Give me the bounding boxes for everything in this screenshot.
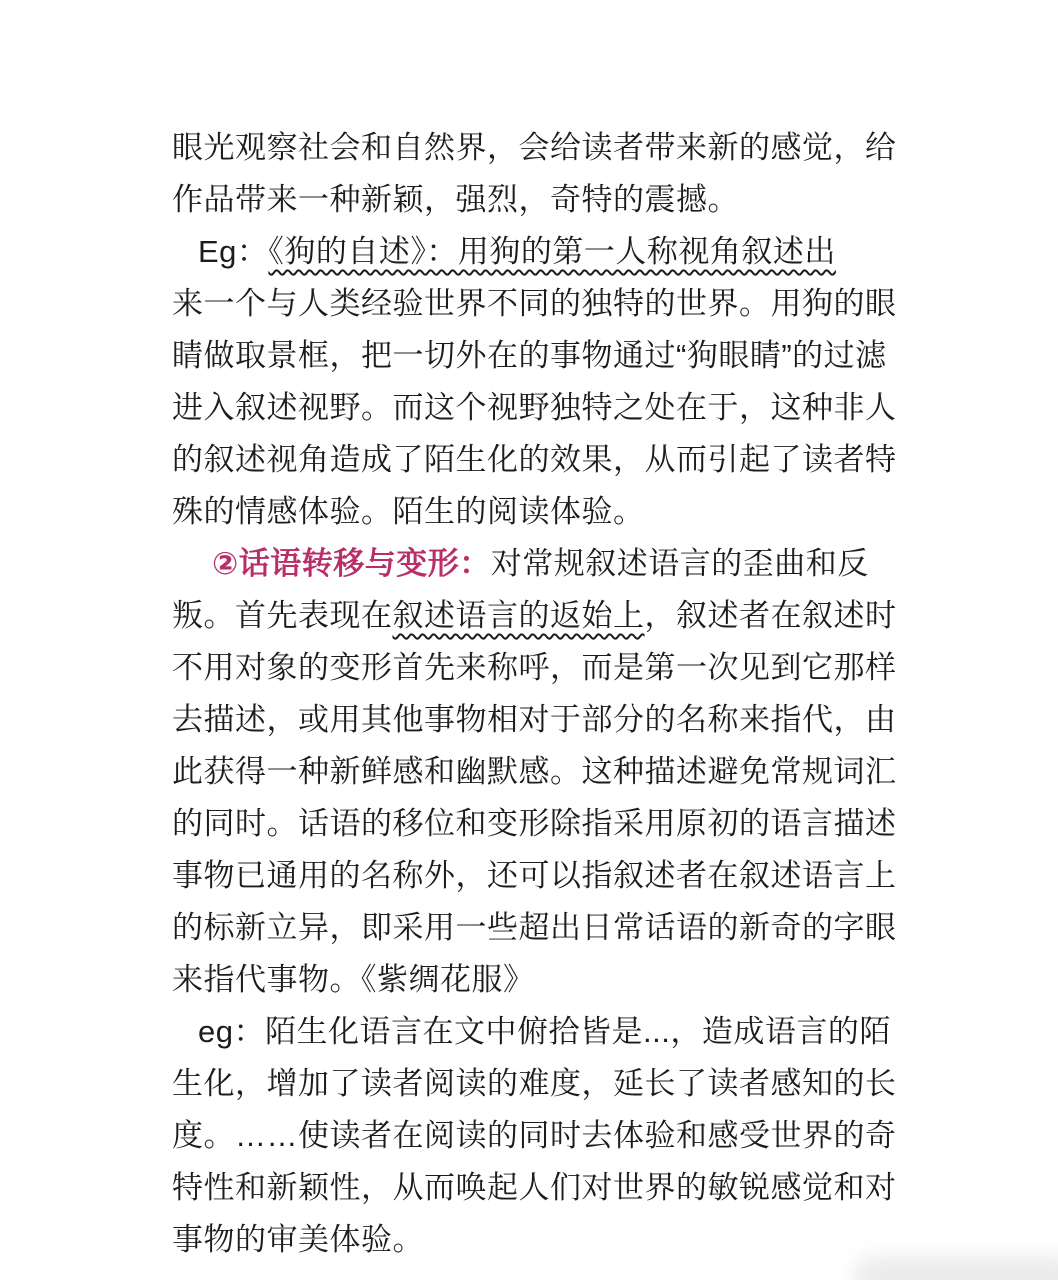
body-text: 事物已通用的名称外，还可以指叙述者在叙述语言上 xyxy=(172,858,897,893)
text-line xyxy=(172,1006,918,1058)
body-text: 眼光观察社会和自然界，会给读者带来新的感觉，给 xyxy=(172,130,897,165)
body-text: 叛。首先表现在 xyxy=(172,598,393,633)
body-text: 此获得一种新鲜感和幽默感。这种描述避免常规词汇 xyxy=(172,754,897,789)
body-text: eg：陌生化语言在文中俯拾皆是...，造成语言的陌 xyxy=(198,1014,891,1049)
text-line xyxy=(172,642,918,694)
text-line xyxy=(172,538,918,590)
text-line xyxy=(172,694,918,746)
text-line xyxy=(172,382,918,434)
body-text: 不用对象的变形首先来称呼，而是第一次见到它那样 xyxy=(172,650,897,685)
watermark-smudge xyxy=(853,1256,1058,1280)
body-text: 去描述，或用其他事物相对于部分的名称来指代，由 xyxy=(172,702,897,737)
text-line xyxy=(172,1058,918,1110)
document-text xyxy=(172,122,918,1266)
text-line xyxy=(172,954,918,1006)
wavy-underlined-text: 叙述语言的返始上 xyxy=(392,598,645,633)
body-text: Eg： xyxy=(198,234,269,269)
body-text: 对常规叙述语言的歪曲和反 xyxy=(490,546,869,581)
text-line xyxy=(172,122,918,174)
text-line xyxy=(172,434,918,486)
body-text: 的叙述视角造成了陌生化的效果，从而引起了读者特 xyxy=(172,442,897,477)
text-line xyxy=(172,226,918,278)
body-text: 作品带来一种新颖，强烈，奇特的震撼。 xyxy=(172,182,739,217)
body-text: 进入叙述视野。而这个视野独特之处在于，这种非人 xyxy=(172,390,897,425)
text-line xyxy=(172,278,918,330)
text-line xyxy=(172,1162,918,1214)
text-line xyxy=(172,590,918,642)
text-line xyxy=(172,330,918,382)
wavy-underlined-text: 《狗的自述》：用狗的第一人称视角叙述出 xyxy=(268,234,836,269)
text-line xyxy=(172,798,918,850)
body-text: 殊的情感体验。陌生的阅读体验。 xyxy=(172,494,645,529)
body-text: 特性和新颖性，从而唤起人们对世界的敏锐感觉和对 xyxy=(172,1170,897,1205)
text-line xyxy=(172,486,918,538)
highlighted-heading-text: ②话语转移与变形： xyxy=(212,546,491,581)
body-text: 的同时。话语的移位和变形除指采用原初的语言描述 xyxy=(172,806,897,841)
body-text: 来指代事物。《紫绸花服》 xyxy=(172,962,535,997)
body-text: 睛做取景框，把一切外在的事物通过“狗眼睛”的过滤 xyxy=(172,338,887,373)
text-line xyxy=(172,850,918,902)
text-line xyxy=(172,174,918,226)
text-line xyxy=(172,902,918,954)
body-text: 的标新立异，即采用一些超出日常话语的新奇的字眼 xyxy=(172,910,897,945)
body-text: 事物的审美体验。 xyxy=(172,1222,424,1257)
text-line xyxy=(172,1110,918,1162)
body-text: 来一个与人类经验世界不同的独特的世界。用狗的眼 xyxy=(172,286,897,321)
body-text: 生化，增加了读者阅读的难度，延长了读者感知的长 xyxy=(172,1066,897,1101)
body-text: ，叙述者在叙述时 xyxy=(644,598,897,633)
text-line xyxy=(172,1214,918,1266)
text-line xyxy=(172,746,918,798)
body-text: 度。……使读者在阅读的同时去体验和感受世界的奇 xyxy=(172,1118,897,1153)
